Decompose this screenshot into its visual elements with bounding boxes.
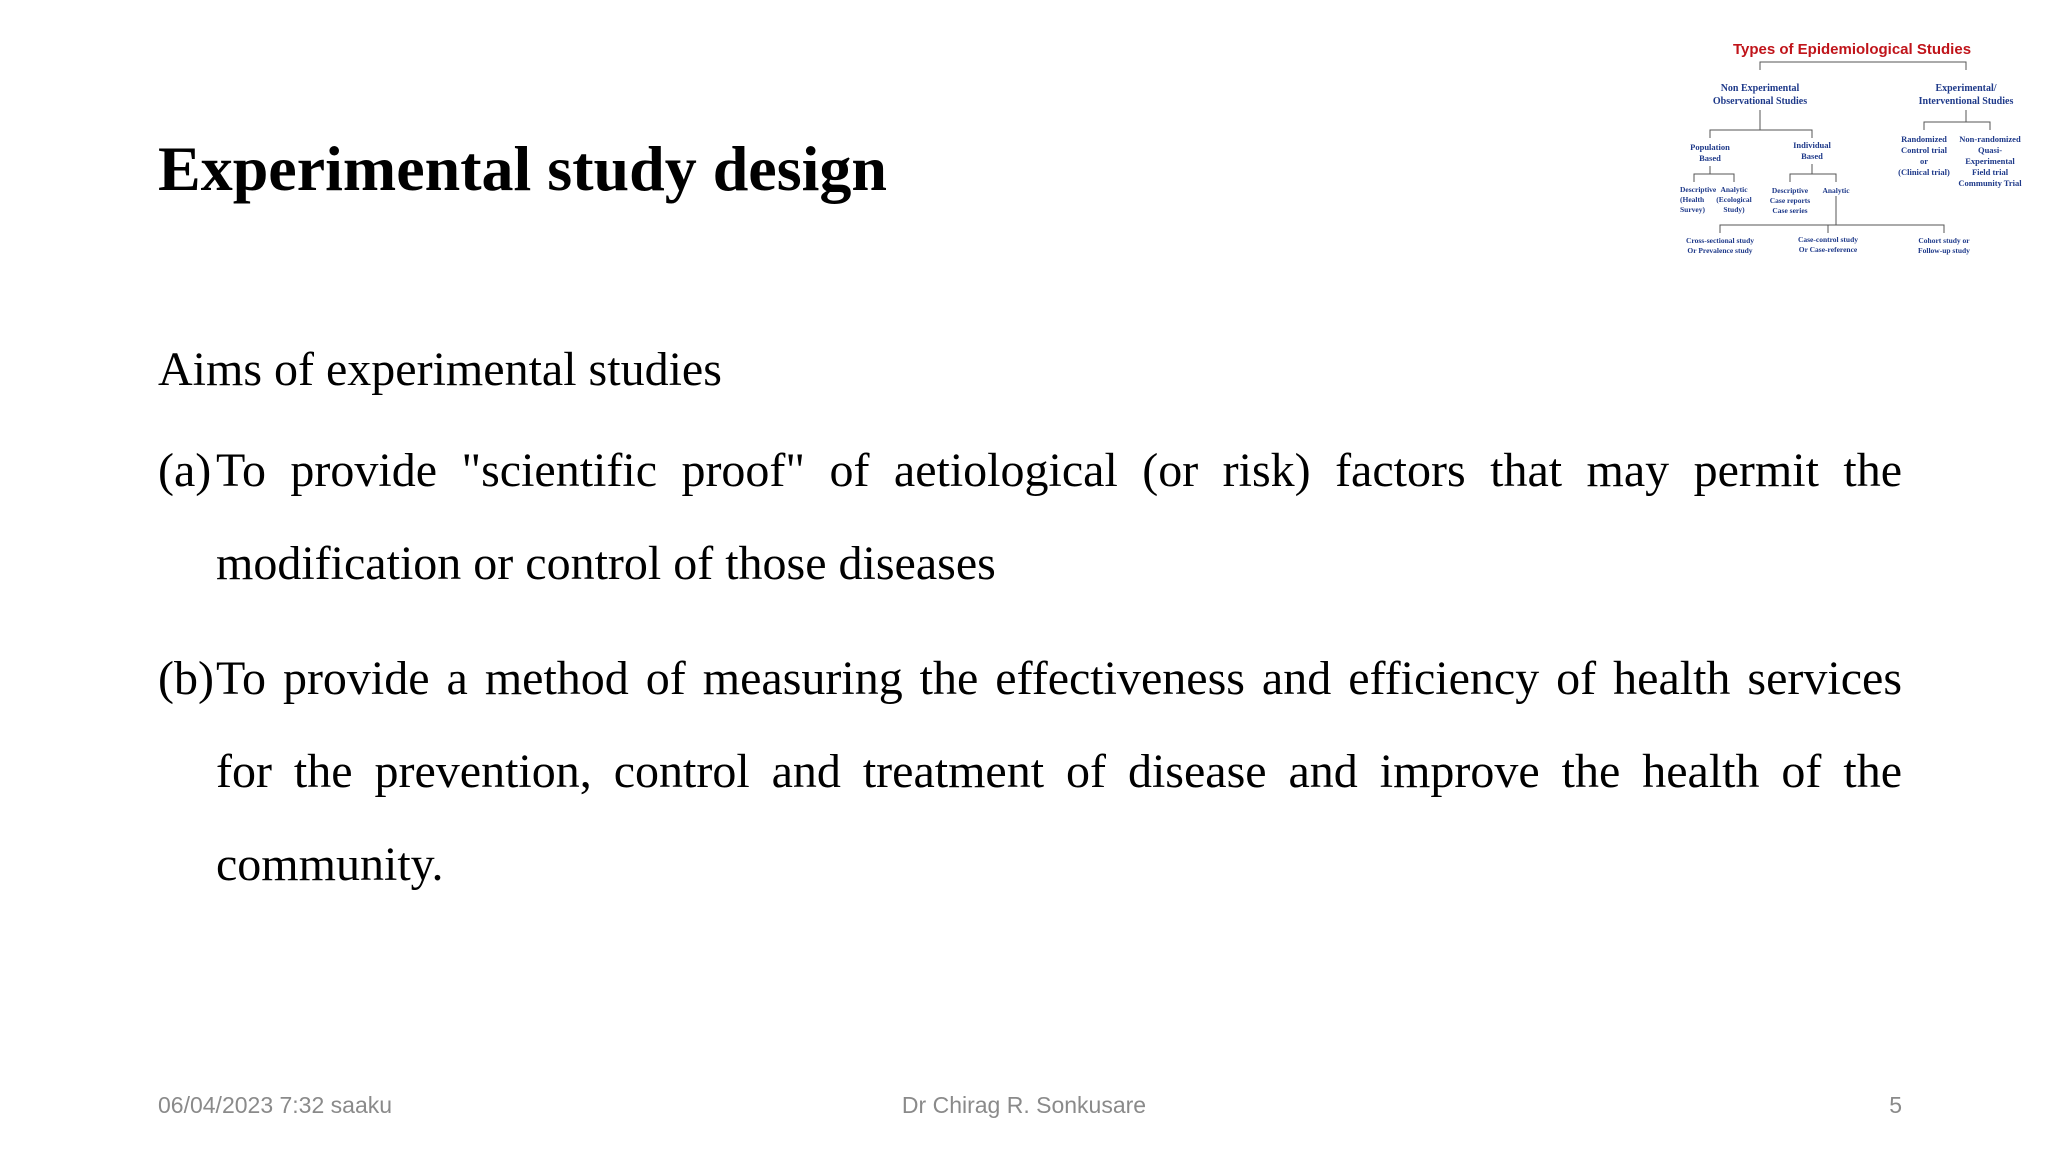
aim-text-b: To provide a method of measuring the effectiveness and efficiency of health services for the prevention, control and treatment of disease and improve the health of the community. xyxy=(216,652,1902,891)
node-experimental-1: Experimental/ xyxy=(1935,83,1997,94)
node-randomized-3: or xyxy=(1919,156,1929,166)
connector-bottom xyxy=(1720,225,1944,233)
node-individual-1: Individual xyxy=(1793,140,1831,150)
connector-title xyxy=(1760,62,1966,70)
node-nonrandomized-5: Community Trial xyxy=(1958,178,2022,188)
footer-author: Dr Chirag R. Sonkusare xyxy=(901,1092,1147,1118)
aim-item-a xyxy=(158,424,1902,610)
node-non-experimental-1: Non Experimental xyxy=(1720,83,1800,94)
tree-diagram-svg xyxy=(1680,36,2030,266)
node-ind-descriptive-1: Descriptive xyxy=(1771,186,1809,195)
slide-body xyxy=(158,338,1902,933)
node-randomized-2: Control trial xyxy=(1901,145,1947,155)
node-ind-descriptive-2: Case reports xyxy=(1769,196,1811,205)
node-pop-analytic-1: Analytic xyxy=(1720,185,1748,194)
node-case-control-1: Case-control study xyxy=(1797,235,1859,244)
footer-date: 06/04/2023 7:32 saaku xyxy=(158,1092,393,1118)
connector-ind-children xyxy=(1790,174,1836,182)
connector-pop-children xyxy=(1694,174,1734,182)
footer-page-number: 5 xyxy=(1889,1092,1902,1118)
node-nonrandomized-4: Field trial xyxy=(1971,167,2009,177)
node-randomized-1: Randomized xyxy=(1901,134,1947,144)
connector-pop-ind xyxy=(1710,130,1812,138)
node-population-1: Population xyxy=(1690,142,1730,152)
node-cross-sectional-2: Or Prevalence study xyxy=(1687,246,1753,255)
node-nonrandomized-2: Quasi- xyxy=(1977,145,2003,155)
node-ind-descriptive-3: Case series xyxy=(1772,206,1808,215)
node-pop-descriptive-3: Survey) xyxy=(1680,205,1705,214)
node-individual-2: Based xyxy=(1801,151,1823,161)
node-pop-descriptive-2: (Health xyxy=(1680,195,1705,204)
node-non-experimental-2: Observational Studies xyxy=(1712,96,1808,107)
node-cross-sectional-1: Cross-sectional study xyxy=(1686,236,1754,245)
aim-item-b xyxy=(158,632,1902,911)
connector-rand-nonrand xyxy=(1924,122,1990,130)
node-cohort-1: Cohort study or xyxy=(1918,236,1970,245)
slide-title: Experimental study design xyxy=(158,133,887,204)
epidemiological-studies-diagram xyxy=(1680,36,2030,266)
node-case-control-2: Or Case-reference xyxy=(1798,245,1858,254)
aim-marker-b: (b) xyxy=(158,652,214,705)
node-ind-analytic: Analytic xyxy=(1822,186,1850,195)
diagram-title: Types of Epidemiological Studies xyxy=(1732,41,1972,58)
node-pop-analytic-3: Study) xyxy=(1723,205,1745,214)
node-cohort-2: Follow-up study xyxy=(1918,246,1970,255)
node-nonrandomized-1: Non-randomized xyxy=(1959,134,2021,144)
aim-text-a: To provide "scientific proof" of aetiological (or risk) factors that may permit the modification or control of those diseases xyxy=(216,444,1902,590)
aim-marker-a: (a) xyxy=(158,444,212,497)
node-pop-analytic-2: (Ecological xyxy=(1716,195,1752,204)
node-randomized-4: (Clinical trial) xyxy=(1898,167,1950,177)
node-population-2: Based xyxy=(1699,153,1721,163)
node-pop-descriptive-1: Descriptive xyxy=(1680,185,1717,194)
node-nonrandomized-3: Experimental xyxy=(1965,156,2015,166)
aims-heading: Aims of experimental studies xyxy=(158,343,722,396)
node-experimental-2: Interventional Studies xyxy=(1918,96,2014,107)
